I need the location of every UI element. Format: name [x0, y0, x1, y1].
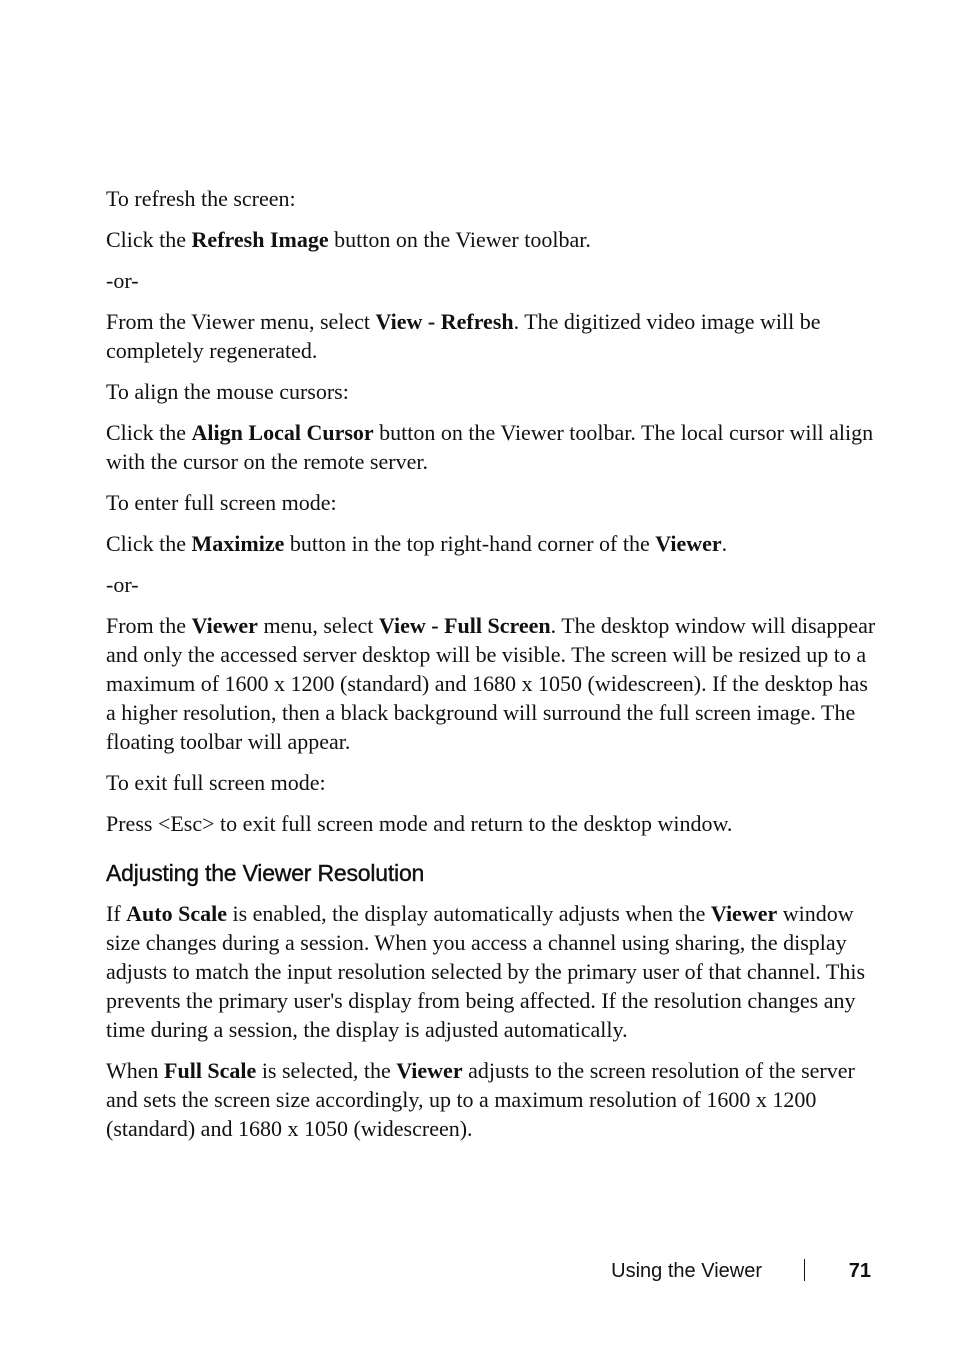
ui-term: Maximize: [191, 531, 285, 556]
footer-section-name: Using the Viewer: [611, 1260, 762, 1282]
paragraph: [106, 225, 876, 254]
text-run: adjusts to the screen resolution of the server and sets the screen size accordingly, up to a maximum resolution of 1600 x 1200 (standard) and 1680 x 1050 (widescreen).: [106, 1058, 855, 1141]
paragraph: [106, 377, 876, 406]
paragraph: [106, 307, 876, 365]
ui-term: Viewer: [710, 901, 778, 926]
text-run: is selected, the: [256, 1058, 397, 1083]
section-body: [106, 899, 876, 1143]
text-run: .: [721, 531, 728, 556]
text-run: Press <Esc> to exit full screen mode and return to the desktop window.: [106, 811, 733, 836]
text-run: From the Viewer menu, select: [106, 309, 376, 334]
paragraph: [106, 418, 876, 476]
text-run: To refresh the screen:: [106, 186, 296, 211]
paragraph: [106, 809, 876, 838]
text-run: -or-: [106, 572, 139, 597]
paragraph: [106, 570, 876, 599]
paragraph: [106, 266, 876, 295]
text-run: button on the Viewer toolbar. The local cursor will align with the cursor on the remote server.: [106, 420, 874, 474]
ui-term: View - Full Screen: [378, 613, 551, 638]
paragraph: [106, 1056, 876, 1143]
text-run: From the: [106, 613, 192, 638]
page-number: 71: [848, 1260, 871, 1282]
footer-divider: [804, 1259, 805, 1281]
ui-term: Align Local Cursor: [191, 420, 374, 445]
text-run: -or-: [106, 268, 139, 293]
text-run: Click the: [106, 531, 192, 556]
text-run: is enabled, the display automatically adjusts when the: [226, 901, 711, 926]
paragraph: [106, 184, 876, 213]
text-run: window size changes during a session. When you access a channel using sharing, the display adjusts to match the input resolution selected by the primary user of that channel. This prevents the primary user's display from being affected. If the resolution changes any time during a session, the display is adjusted automatically.: [106, 901, 866, 1042]
text-run: . The digitized video image will be completely regenerated.: [106, 309, 821, 363]
ui-term: Auto Scale: [126, 901, 227, 926]
section-heading: Adjusting the Viewer Resolution: [106, 860, 425, 886]
page-content: [106, 184, 876, 1155]
text-run: If: [106, 901, 127, 926]
paragraph: [106, 611, 876, 756]
text-run: To align the mouse cursors:: [106, 379, 349, 404]
paragraph: [106, 768, 876, 797]
paragraph: [106, 899, 876, 1044]
ui-term: Viewer: [191, 613, 258, 638]
text-run: Click the: [106, 227, 192, 252]
ui-term: Viewer: [396, 1058, 463, 1083]
text-run: To enter full screen mode:: [106, 490, 337, 515]
text-run: When: [106, 1058, 165, 1083]
text-run: button on the Viewer toolbar.: [328, 227, 591, 252]
instruction-steps: [106, 184, 876, 838]
ui-term: View - Refresh: [375, 309, 514, 334]
paragraph: [106, 529, 876, 558]
text-run: . The desktop window will disappear and only the accessed server desktop will be visible. The screen will be resized up to a maximum of 1600 x 1200 (standard) and 1680 x 1050 (widescreen). If the desktop has a higher resolution, then a black background will surround the full screen image. The floating toolbar will appear.: [106, 613, 876, 754]
paragraph: [106, 488, 876, 517]
ui-term: Full Scale: [164, 1058, 257, 1083]
page-footer: [0, 1257, 954, 1285]
text-run: Click the: [106, 420, 192, 445]
text-run: button in the top right-hand corner of the: [284, 531, 656, 556]
ui-term: Viewer: [655, 531, 722, 556]
text-run: menu, select: [257, 613, 379, 638]
ui-term: Refresh Image: [191, 227, 329, 252]
text-run: To exit full screen mode:: [106, 770, 326, 795]
